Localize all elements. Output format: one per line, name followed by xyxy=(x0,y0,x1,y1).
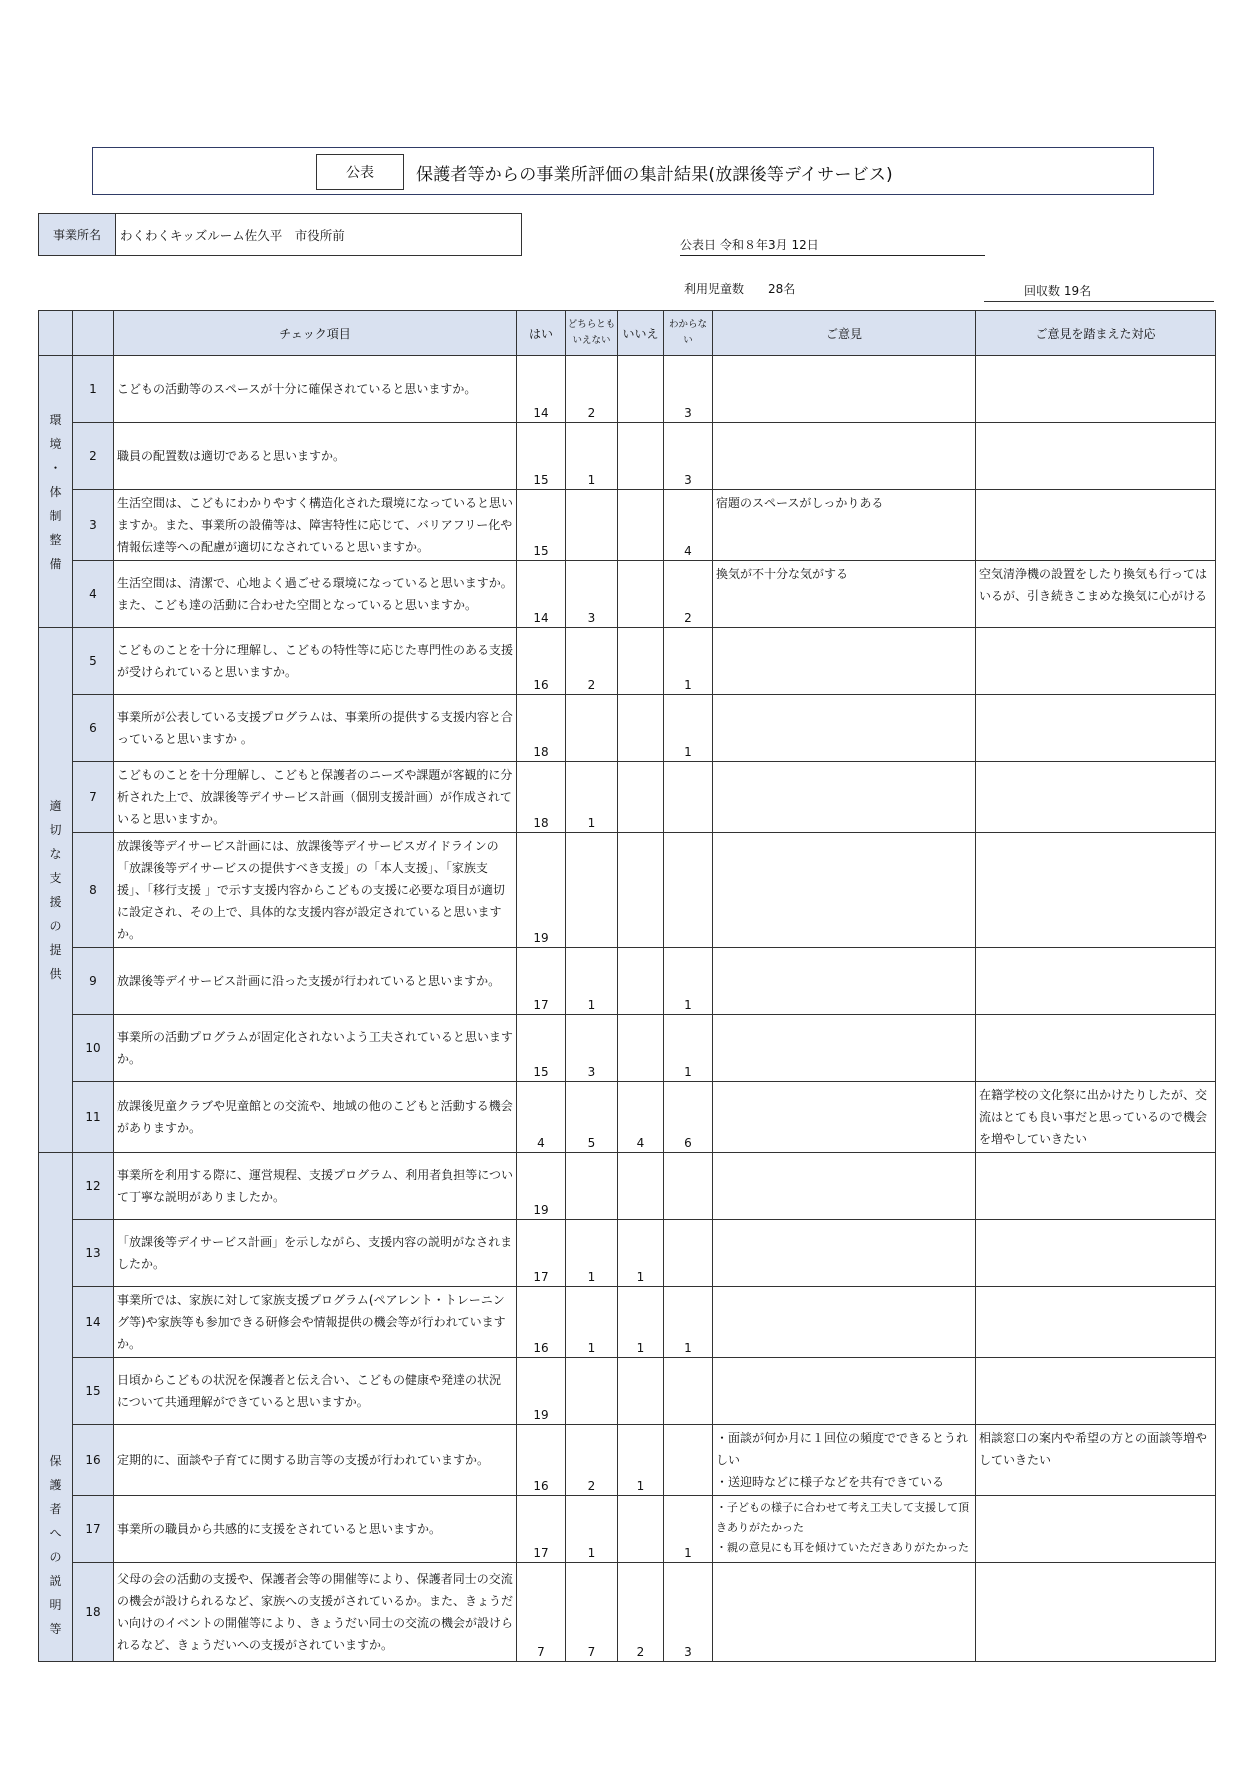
category-char: 援 xyxy=(49,895,62,909)
header-category xyxy=(39,311,73,356)
count-yes: 7 xyxy=(517,1563,566,1662)
opinion-cell xyxy=(713,1082,976,1153)
opinion-cell xyxy=(713,356,976,423)
children-count xyxy=(684,280,795,297)
count-no xyxy=(618,1358,664,1425)
item-number: 6 xyxy=(73,695,114,762)
opinion-cell xyxy=(713,1220,976,1287)
count-unknown: 1 xyxy=(664,1287,713,1358)
question-text: こどものことを十分に理解し、こどもの特性等に応じた専門性のある支援が受けられていると思いますか。 xyxy=(114,628,517,695)
header-unknown-line1: わからな xyxy=(668,319,707,330)
question-text: こどものことを十分理解し、こどもと保護者のニーズや課題が客観的に分析された上で、放課後等デイサービス計画（個別支援計画）が作成されていると思いますか。 xyxy=(114,762,517,833)
item-number: 15 xyxy=(73,1358,114,1425)
question-text: 生活空間は、清潔で、心地よく過ごせる環境になっていると思いますか。また、こども達の活動に合わせた空間となっていると思いますか。 xyxy=(114,561,517,628)
count-neutral xyxy=(566,833,618,948)
table-row xyxy=(39,628,1216,695)
opinion-line: ・子どもの様子に合わせて考え工夫して支援して頂きありがたかった xyxy=(716,1501,969,1534)
response-cell xyxy=(976,1153,1216,1220)
category-char: 供 xyxy=(49,967,62,981)
count-no: 2 xyxy=(618,1563,664,1662)
count-neutral: 2 xyxy=(566,628,618,695)
category-char: 切 xyxy=(49,823,62,837)
item-number: 14 xyxy=(73,1287,114,1358)
page-title: 保護者等からの事業所評価の集計結果(放課後等デイサービス) xyxy=(416,165,893,185)
count-yes: 14 xyxy=(517,356,566,423)
count-yes: 19 xyxy=(517,1153,566,1220)
opinion-line: 宿題のスペースがしっかりある xyxy=(716,496,884,510)
item-number: 4 xyxy=(73,561,114,628)
category-char: 等 xyxy=(49,1622,62,1636)
office-label: 事業所名 xyxy=(39,214,116,255)
table-row xyxy=(39,356,1216,423)
category-char: な xyxy=(49,847,62,861)
count-yes: 17 xyxy=(517,1496,566,1563)
count-no xyxy=(618,833,664,948)
item-number: 1 xyxy=(73,356,114,423)
count-no xyxy=(618,490,664,561)
count-neutral: 7 xyxy=(566,1563,618,1662)
table-row xyxy=(39,762,1216,833)
table-row xyxy=(39,833,1216,948)
category-cell xyxy=(39,1153,73,1662)
count-no xyxy=(618,423,664,490)
table-row xyxy=(39,1358,1216,1425)
opinion-cell xyxy=(713,628,976,695)
office-field xyxy=(38,213,522,256)
public-label: 公表 xyxy=(316,154,404,190)
header-neutral-line2: いえない xyxy=(572,335,611,346)
count-unknown xyxy=(664,1358,713,1425)
question-text: 日頃からこどもの状況を保護者と伝え合い、こどもの健康や発達の状況について共通理解ができていると思いますか。 xyxy=(114,1358,517,1425)
header-number xyxy=(73,311,114,356)
category-char: 者 xyxy=(49,1502,62,1516)
count-unknown xyxy=(664,1220,713,1287)
header-check-item: チェック項目 xyxy=(114,311,517,356)
category-char: の xyxy=(49,919,62,933)
count-no: 1 xyxy=(618,1425,664,1496)
count-yes: 18 xyxy=(517,695,566,762)
opinion-cell xyxy=(713,490,976,561)
opinion-cell xyxy=(713,1358,976,1425)
question-text: 生活空間は、こどもにわかりやすく構造化された環境になっていると思いますか。また、事業所の設備等は、障害特性に応じて、バリアフリー化や情報伝達等への配慮が適切になされていると思いますか。 xyxy=(114,490,517,561)
count-neutral xyxy=(566,1358,618,1425)
item-number: 9 xyxy=(73,948,114,1015)
response-cell xyxy=(976,948,1216,1015)
publication-date-value: 令和８年3月 12日 xyxy=(720,238,819,252)
count-no xyxy=(618,695,664,762)
response-cell xyxy=(976,833,1216,948)
count-unknown xyxy=(664,1153,713,1220)
count-no: 1 xyxy=(618,1220,664,1287)
count-no: 4 xyxy=(618,1082,664,1153)
count-yes: 16 xyxy=(517,1425,566,1496)
count-yes: 4 xyxy=(517,1082,566,1153)
response-cell xyxy=(976,695,1216,762)
count-neutral: 3 xyxy=(566,561,618,628)
count-yes: 19 xyxy=(517,1358,566,1425)
opinion-cell xyxy=(713,833,976,948)
table-row xyxy=(39,1287,1216,1358)
count-no xyxy=(618,948,664,1015)
response-cell xyxy=(976,490,1216,561)
opinion-line: 換気が不十分な気がする xyxy=(716,567,849,581)
item-number: 17 xyxy=(73,1496,114,1563)
response-cell xyxy=(976,628,1216,695)
category-char: 保 xyxy=(49,1454,62,1468)
count-yes: 16 xyxy=(517,628,566,695)
category-char: 提 xyxy=(49,943,62,957)
category-char: 制 xyxy=(49,508,62,523)
count-unknown: 1 xyxy=(664,948,713,1015)
opinion-cell xyxy=(713,1287,976,1358)
header-unknown xyxy=(664,311,713,356)
count-yes: 15 xyxy=(517,490,566,561)
table-header-row xyxy=(39,311,1216,356)
count-yes: 17 xyxy=(517,1220,566,1287)
count-neutral: 1 xyxy=(566,762,618,833)
response-cell xyxy=(976,1358,1216,1425)
count-no xyxy=(618,356,664,423)
count-unknown: 4 xyxy=(664,490,713,561)
response-cell xyxy=(976,1496,1216,1563)
count-neutral: 1 xyxy=(566,1220,618,1287)
question-text: 事業所では、家族に対して家族支援プログラム(ペアレント・トレーニング等)や家族等も参加できる研修会や情報提供の機会等が行われていますか。 xyxy=(114,1287,517,1358)
item-number: 18 xyxy=(73,1563,114,1662)
opinion-line: ・親の意見にも耳を傾けていただきありがたかった xyxy=(716,1541,969,1554)
count-unknown: 2 xyxy=(664,561,713,628)
item-number: 5 xyxy=(73,628,114,695)
table-row xyxy=(39,1015,1216,1082)
header-opinion: ご意見 xyxy=(713,311,976,356)
question-text: 事業所の活動プログラムが固定化されないよう工夫されていると思いますか。 xyxy=(114,1015,517,1082)
question-text: 事業所の職員から共感的に支援をされていると思いますか。 xyxy=(114,1496,517,1563)
publication-date xyxy=(680,236,985,256)
table-row xyxy=(39,561,1216,628)
header-yes: はい xyxy=(517,311,566,356)
opinion-cell xyxy=(713,1496,976,1563)
category-char: 整 xyxy=(49,532,62,547)
count-neutral: 1 xyxy=(566,1287,618,1358)
count-no xyxy=(618,1153,664,1220)
category-char: 明 xyxy=(49,1598,62,1612)
question-text: 事業所を利用する際に、運営規程、支援プログラム、利用者負担等について丁寧な説明がありましたか。 xyxy=(114,1153,517,1220)
count-no xyxy=(618,628,664,695)
question-text: 職員の配置数は適切であると思いますか。 xyxy=(114,423,517,490)
collected-count-value: 19名 xyxy=(1063,284,1092,298)
count-unknown xyxy=(664,762,713,833)
table-row xyxy=(39,1563,1216,1662)
count-yes: 16 xyxy=(517,1287,566,1358)
collected-count xyxy=(984,282,1214,302)
item-number: 12 xyxy=(73,1153,114,1220)
question-text: こどもの活動等のスペースが十分に確保されていると思いますか。 xyxy=(114,356,517,423)
header-unknown-line2: い xyxy=(683,335,693,346)
count-neutral: 2 xyxy=(566,356,618,423)
opinion-cell xyxy=(713,423,976,490)
question-text: 父母の会の活動の支援や、保護者会等の開催等により、保護者同士の交流の機会が設けられるなど、家族への支援がされているか。また、きょうだい向けのイベントの開催等により、きょうだい同士の交流の機会が設けられるなど、きょうだいへの支援がされていますか。 xyxy=(114,1563,517,1662)
response-cell xyxy=(976,1563,1216,1662)
category-cell xyxy=(39,356,73,628)
opinion-cell xyxy=(713,948,976,1015)
count-no: 1 xyxy=(618,1287,664,1358)
children-count-label: 利用児童数 xyxy=(684,282,745,296)
survey-table xyxy=(38,310,1216,1662)
count-neutral xyxy=(566,490,618,561)
table-row xyxy=(39,490,1216,561)
item-number: 10 xyxy=(73,1015,114,1082)
response-cell xyxy=(976,1287,1216,1358)
count-unknown: 3 xyxy=(664,423,713,490)
response-cell: 在籍学校の文化祭に出かけたりしたが、交流はとても良い事だと思っているので機会を増やしていきたい xyxy=(976,1082,1216,1153)
count-neutral: 3 xyxy=(566,1015,618,1082)
response-cell xyxy=(976,1015,1216,1082)
question-text: 放課後等デイサービス計画に沿った支援が行われていると思いますか。 xyxy=(114,948,517,1015)
table-row xyxy=(39,1496,1216,1563)
count-unknown: 1 xyxy=(664,628,713,695)
count-yes: 15 xyxy=(517,423,566,490)
count-unknown: 3 xyxy=(664,1563,713,1662)
item-number: 2 xyxy=(73,423,114,490)
response-cell: 空気清浄機の設置をしたり換気も行ってはいるが、引き続きこまめな換気に心がける xyxy=(976,561,1216,628)
opinion-line: ・送迎時などに様子などを共有できている xyxy=(716,1475,945,1489)
category-char: 備 xyxy=(49,556,62,571)
count-unknown: 6 xyxy=(664,1082,713,1153)
count-neutral xyxy=(566,695,618,762)
count-neutral: 1 xyxy=(566,948,618,1015)
children-count-value: 28名 xyxy=(768,282,796,296)
category-char: 説 xyxy=(49,1574,62,1588)
office-name: わくわくキッズルーム佐久平 市役所前 xyxy=(120,227,345,243)
item-number: 16 xyxy=(73,1425,114,1496)
count-yes: 14 xyxy=(517,561,566,628)
count-unknown: 1 xyxy=(664,1496,713,1563)
response-cell xyxy=(976,762,1216,833)
header-no: いいえ xyxy=(618,311,664,356)
item-number: 13 xyxy=(73,1220,114,1287)
item-number: 7 xyxy=(73,762,114,833)
table-row xyxy=(39,1153,1216,1220)
count-unknown xyxy=(664,1425,713,1496)
count-no xyxy=(618,561,664,628)
question-text: 定期的に、面談や子育てに関する助言等の支援が行われていますか。 xyxy=(114,1425,517,1496)
survey-body xyxy=(39,356,1216,1662)
count-no xyxy=(618,1496,664,1563)
question-text: 事業所が公表している支援プログラムは、事業所の提供する支援内容と合っていると思いますか 。 xyxy=(114,695,517,762)
collected-count-label: 回収数 xyxy=(1024,284,1061,298)
count-unknown: 3 xyxy=(664,356,713,423)
opinion-cell xyxy=(713,1425,976,1496)
count-unknown xyxy=(664,833,713,948)
count-yes: 17 xyxy=(517,948,566,1015)
count-no xyxy=(618,1015,664,1082)
category-char: 支 xyxy=(49,871,62,885)
response-cell xyxy=(976,1220,1216,1287)
category-char: ・ xyxy=(49,460,62,475)
table-row xyxy=(39,695,1216,762)
header-neutral-line1: どちらとも xyxy=(567,319,616,330)
question-text: 放課後児童クラブや児童館との交流や、地域の他のこどもと活動する機会がありますか。 xyxy=(114,1082,517,1153)
item-number: 3 xyxy=(73,490,114,561)
table-row xyxy=(39,948,1216,1015)
header-neutral xyxy=(566,311,618,356)
category-char: 環 xyxy=(49,412,62,427)
table-row xyxy=(39,1220,1216,1287)
opinion-line: ・面談が何か月に１回位の頻度でできるとうれしい xyxy=(716,1431,969,1467)
table-row xyxy=(39,1425,1216,1496)
header-response: ご意見を踏まえた対応 xyxy=(976,311,1216,356)
category-char: へ xyxy=(49,1526,62,1540)
count-unknown: 1 xyxy=(664,695,713,762)
count-yes: 18 xyxy=(517,762,566,833)
opinion-cell xyxy=(713,1015,976,1082)
count-neutral xyxy=(566,1153,618,1220)
count-yes: 15 xyxy=(517,1015,566,1082)
opinion-cell xyxy=(713,695,976,762)
count-neutral: 1 xyxy=(566,1496,618,1563)
response-cell xyxy=(976,423,1216,490)
count-neutral: 1 xyxy=(566,423,618,490)
response-cell xyxy=(976,356,1216,423)
publication-date-label: 公表日 xyxy=(680,238,717,252)
question-text: 「放課後等デイサービス計画」を示しながら、支援内容の説明がなされましたか。 xyxy=(114,1220,517,1287)
table-row xyxy=(39,423,1216,490)
opinion-cell xyxy=(713,762,976,833)
table-row xyxy=(39,1082,1216,1153)
category-char: 体 xyxy=(49,484,62,499)
opinion-cell xyxy=(713,1563,976,1662)
item-number: 8 xyxy=(73,833,114,948)
count-no xyxy=(618,762,664,833)
item-number: 11 xyxy=(73,1082,114,1153)
category-char: 適 xyxy=(49,799,62,813)
count-neutral: 5 xyxy=(566,1082,618,1153)
count-unknown: 1 xyxy=(664,1015,713,1082)
category-char: 護 xyxy=(49,1478,62,1492)
category-char: 境 xyxy=(49,436,62,451)
category-char: の xyxy=(49,1550,62,1564)
count-neutral: 2 xyxy=(566,1425,618,1496)
question-text: 放課後等デイサービス計画には、放課後等デイサービスガイドラインの「放課後等デイサービスの提供すべき支援」の「本人支援」、「家族支援」、「移行支援 」で示す支援内容からこどもの支援に必要な項目が適切に設定され、その上で、具体的な支援内容が設定されていると思いますか。 xyxy=(114,833,517,948)
category-cell xyxy=(39,628,73,1153)
count-yes: 19 xyxy=(517,833,566,948)
opinion-cell xyxy=(713,1153,976,1220)
opinion-cell xyxy=(713,561,976,628)
response-cell: 相談窓口の案内や希望の方との面談等増やしていきたい xyxy=(976,1425,1216,1496)
